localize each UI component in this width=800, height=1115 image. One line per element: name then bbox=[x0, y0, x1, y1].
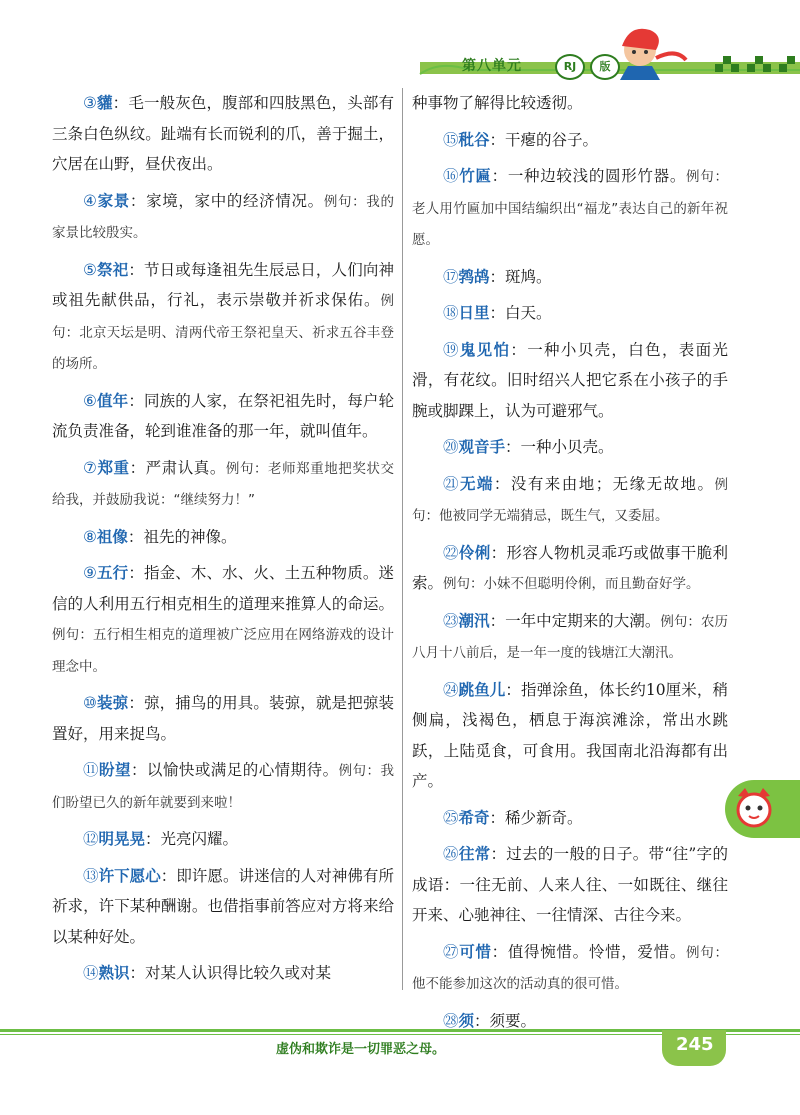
entry-definition: 斑鸠。 bbox=[505, 267, 552, 286]
entry-definition: 家境，家中的经济情况。 bbox=[146, 191, 324, 210]
glossary-entry bbox=[412, 161, 728, 256]
entry-term: 装弶 bbox=[97, 694, 129, 712]
glossary-entry bbox=[412, 675, 728, 797]
entry-definition: 毛一般灰色，腹部和四肢黑色，头部有三条白色纵纹。趾端有长而锐利的爪，善于掘土，穴居在山野，昼伏夜出。 bbox=[52, 94, 394, 173]
entry-term: 潮汛 bbox=[458, 611, 490, 630]
entry-term: 貛 bbox=[97, 94, 113, 112]
glossary-entry bbox=[412, 803, 728, 834]
glossary-entry bbox=[412, 88, 728, 119]
entry-separator: ： bbox=[490, 845, 507, 863]
entry-separator: ： bbox=[489, 267, 506, 286]
entry-term: 许下愿心 bbox=[98, 866, 161, 885]
entry-term: 五行 bbox=[97, 564, 129, 582]
entry-term: 郑重 bbox=[97, 458, 130, 477]
entry-example: 例句：小妹不但聪明伶俐，而且勤奋好学。 bbox=[443, 576, 700, 592]
page-header bbox=[0, 0, 800, 90]
entry-number: ⑭ bbox=[83, 964, 99, 982]
fox-face-icon bbox=[733, 786, 775, 828]
entry-separator: ： bbox=[128, 260, 144, 279]
entry-number: ⑯ bbox=[443, 167, 460, 185]
entry-number: ⑳ bbox=[443, 438, 459, 456]
glossary-entry bbox=[52, 255, 394, 380]
entry-definition: 一种小贝壳，白色，表面光滑，有花纹。旧时绍兴人把它系在小孩子的手腕或脚踝上，认为可避邪气。 bbox=[412, 340, 728, 420]
page-number: 245 bbox=[676, 1034, 714, 1055]
entry-separator: ： bbox=[491, 167, 508, 185]
glossary-entry bbox=[412, 937, 728, 1000]
entry-separator: ： bbox=[474, 1011, 490, 1030]
entry-term: 家景 bbox=[97, 191, 130, 210]
entry-definition: 严肃认真。 bbox=[145, 458, 226, 477]
entry-term: 可惜 bbox=[459, 942, 492, 961]
entry-separator: ： bbox=[505, 438, 521, 456]
entry-definition: 白天。 bbox=[505, 304, 552, 322]
entry-definition: 对某人认识得比较久或对某 bbox=[145, 964, 332, 982]
entry-example: 例句：他不能参加这次的活动真的很可惜。 bbox=[412, 944, 728, 992]
entry-number: ⑫ bbox=[83, 830, 99, 848]
entry-term: 希奇 bbox=[458, 808, 490, 827]
entry-number: ④ bbox=[83, 191, 98, 210]
entry-number: ㉕ bbox=[443, 808, 459, 827]
entry-example: 例句：老人用竹匾加中国结编织出“福龙”表达自己的新年祝愿。 bbox=[412, 169, 728, 248]
entry-separator: ： bbox=[129, 191, 147, 210]
entry-definition: 过去的一般的日子。带“往”字的成语：一往无前、人来人往、一如既往、继往开来、心驰神往、一往情深、古往今来。 bbox=[412, 845, 728, 924]
entry-definition: 节日或每逢祖先生辰忌日，人们向神或祖先献供品，行礼，表示崇敬并祈求保佑。 bbox=[52, 260, 394, 309]
entry-separator: ： bbox=[129, 964, 146, 982]
entry-definition: 一种小贝壳。 bbox=[520, 438, 614, 456]
entry-definition: 祖先的神像。 bbox=[143, 527, 237, 546]
entry-term: 竹匾 bbox=[459, 167, 492, 185]
entry-separator: ： bbox=[130, 761, 147, 779]
glossary-entry bbox=[52, 186, 394, 249]
glossary-entry bbox=[412, 538, 728, 600]
glossary-entry bbox=[52, 755, 394, 818]
entry-term: 值年 bbox=[97, 391, 129, 410]
entry-number: ㉖ bbox=[443, 845, 459, 863]
entry-separator: ： bbox=[510, 340, 528, 359]
entry-number: ㉘ bbox=[443, 1011, 459, 1030]
left-column bbox=[52, 88, 394, 995]
entry-term: 须 bbox=[458, 1011, 475, 1030]
glossary-entry bbox=[412, 125, 728, 156]
glossary-entry bbox=[52, 453, 394, 516]
entry-separator: ： bbox=[128, 564, 144, 582]
glossary-entry bbox=[412, 839, 728, 931]
footer-motto: 虚伪和欺诈是一切罪恶之母。 bbox=[276, 1042, 446, 1057]
entry-number: ㉓ bbox=[443, 611, 459, 630]
glossary-entry bbox=[412, 298, 728, 329]
entry-term: 祖像 bbox=[96, 527, 128, 546]
entry-definition: 弶，捕鸟的用具。装弶，就是把弶装置好，用来捉鸟。 bbox=[52, 694, 394, 743]
glossary-entry bbox=[52, 861, 394, 953]
entry-term: 观音手 bbox=[458, 438, 506, 456]
glossary-entry bbox=[52, 958, 394, 989]
entry-term: 无端 bbox=[459, 474, 494, 493]
entry-definition: 值得惋惜。怜惜，爱惜。 bbox=[507, 942, 687, 961]
entry-example: 例句：农历八月十八前后，是一年一度的钱塘江大潮汛。 bbox=[412, 613, 728, 661]
entry-number: ⑲ bbox=[443, 340, 460, 359]
header-decoration bbox=[0, 0, 800, 90]
entry-definition: 即许愿。讲迷信的人对神佛有所祈求，许下某种酬谢。也借指事前答应对方将来给以某种好处。 bbox=[52, 866, 394, 946]
entry-number: ⑤ bbox=[83, 260, 98, 279]
entry-number: ③ bbox=[83, 94, 98, 112]
entry-term: 往常 bbox=[458, 845, 491, 863]
entry-term: 祭祀 bbox=[97, 260, 129, 279]
entry-separator: ： bbox=[129, 458, 146, 477]
glossary-entry bbox=[52, 386, 394, 447]
glossary-entry bbox=[52, 522, 394, 553]
entry-number: ⑧ bbox=[83, 527, 97, 546]
entry-separator: ： bbox=[127, 527, 144, 546]
entry-definition: 以愉快或满足的心情期待。 bbox=[146, 761, 339, 779]
entry-definition: 没有来由地；无缘无故地。 bbox=[510, 474, 715, 493]
entry-example: 例句：北京天坛是明、清两代帝王祭祀皇天、祈求五谷丰登的场所。 bbox=[52, 293, 394, 372]
entry-number: ⑦ bbox=[83, 458, 98, 477]
entry-term: 伶俐 bbox=[458, 543, 491, 562]
entry-definition: 同族的人家，在祭祀祖先时，每户轮流负责准备，轮到谁准备的那一年，就叫值年。 bbox=[52, 391, 394, 440]
entry-number: ⑰ bbox=[443, 267, 459, 286]
entry-definition: 须要。 bbox=[489, 1011, 537, 1030]
entry-number: ⑩ bbox=[83, 694, 98, 712]
entry-example: 例句：老师郑重地把奖状交给我，并鼓励我说：“继续努力！” bbox=[52, 460, 394, 508]
entry-separator: ： bbox=[493, 474, 511, 493]
entry-separator: ： bbox=[489, 130, 506, 149]
glossary-entry bbox=[52, 88, 394, 180]
entry-term: 秕谷 bbox=[458, 130, 490, 149]
entry-definition: 指金、木、水、火、土五种物质。迷信的人利用五行相克相生的道理来推算人的命运。 bbox=[52, 564, 394, 613]
entry-term: 日里 bbox=[458, 304, 490, 322]
entry-number: ⑨ bbox=[83, 564, 98, 582]
glossary-entry bbox=[412, 606, 728, 669]
entry-definition: 干瘪的谷子。 bbox=[505, 130, 599, 149]
entry-example: 例句：我的家景比较殷实。 bbox=[52, 193, 394, 241]
entry-number: ㉗ bbox=[443, 942, 460, 961]
entry-term: 熟识 bbox=[98, 964, 130, 982]
entry-separator: ： bbox=[490, 543, 507, 562]
entry-separator: ： bbox=[489, 611, 506, 630]
entry-separator: ： bbox=[145, 830, 161, 848]
entry-definition: 光亮闪耀。 bbox=[160, 830, 239, 848]
entry-example: 例句：他被同学无端猜忌，既生气，又委屈。 bbox=[412, 476, 728, 524]
entry-term: 明晃晃 bbox=[98, 830, 146, 848]
glossary-entry bbox=[52, 824, 394, 855]
entry-definition: 种事物了解得比较透彻。 bbox=[412, 94, 583, 112]
entry-term: 跳鱼儿 bbox=[458, 680, 506, 699]
entry-term: 鬼见怕 bbox=[459, 340, 511, 359]
glossary-entry bbox=[52, 688, 394, 749]
entry-separator: ： bbox=[505, 680, 522, 699]
rj-badge: RJ bbox=[555, 54, 585, 80]
right-column bbox=[412, 88, 728, 1042]
entry-number: ⑮ bbox=[443, 130, 459, 149]
glossary-entry bbox=[412, 335, 728, 427]
entry-definition: 一种边较浅的圆形竹器。 bbox=[507, 167, 687, 185]
entry-separator: ： bbox=[112, 94, 129, 112]
entry-number: ⑪ bbox=[83, 761, 99, 779]
entry-separator: ： bbox=[160, 866, 177, 885]
entry-number: ㉒ bbox=[443, 543, 459, 562]
glossary-entry bbox=[412, 262, 728, 293]
entry-separator: ： bbox=[489, 808, 506, 827]
glossary-entry bbox=[412, 469, 728, 532]
entry-separator: ： bbox=[491, 942, 508, 961]
entry-example: 例句：五行相生相克的道理被广泛应用在网络游戏的设计理念中。 bbox=[52, 627, 394, 675]
entry-number: ㉔ bbox=[443, 680, 459, 699]
entry-number: ⑥ bbox=[83, 391, 98, 410]
unit-label: 第八单元 bbox=[462, 58, 522, 74]
entry-example: 例句：我们盼望已久的新年就要到来啦！ bbox=[52, 763, 394, 811]
glossary-entry bbox=[412, 432, 728, 463]
entry-separator: ： bbox=[489, 304, 506, 322]
entry-definition: 稀少新奇。 bbox=[505, 808, 583, 827]
entry-number: ㉑ bbox=[443, 474, 460, 493]
entry-term: 盼望 bbox=[98, 761, 131, 779]
entry-definition: 一年中定期来的大潮。 bbox=[505, 611, 661, 630]
entry-separator: ： bbox=[128, 694, 144, 712]
edition-badge: 版 bbox=[590, 54, 620, 80]
entry-term: 鹁鸪 bbox=[458, 267, 490, 286]
entry-number: ⑱ bbox=[443, 304, 459, 322]
column-divider bbox=[402, 88, 403, 990]
entry-definition: 指弹涂鱼，体长约10厘米，稍侧扁，浅褐色，栖息于海滨滩涂，常出水跳跃，上陆觅食，可食用。我国南北沿海都有出产。 bbox=[412, 680, 728, 790]
glossary-entry bbox=[52, 558, 394, 682]
entry-number: ⑬ bbox=[83, 866, 99, 885]
entry-definition: 形容人物机灵乖巧或做事干脆利索。 bbox=[412, 543, 728, 592]
entry-separator: ： bbox=[128, 391, 144, 410]
